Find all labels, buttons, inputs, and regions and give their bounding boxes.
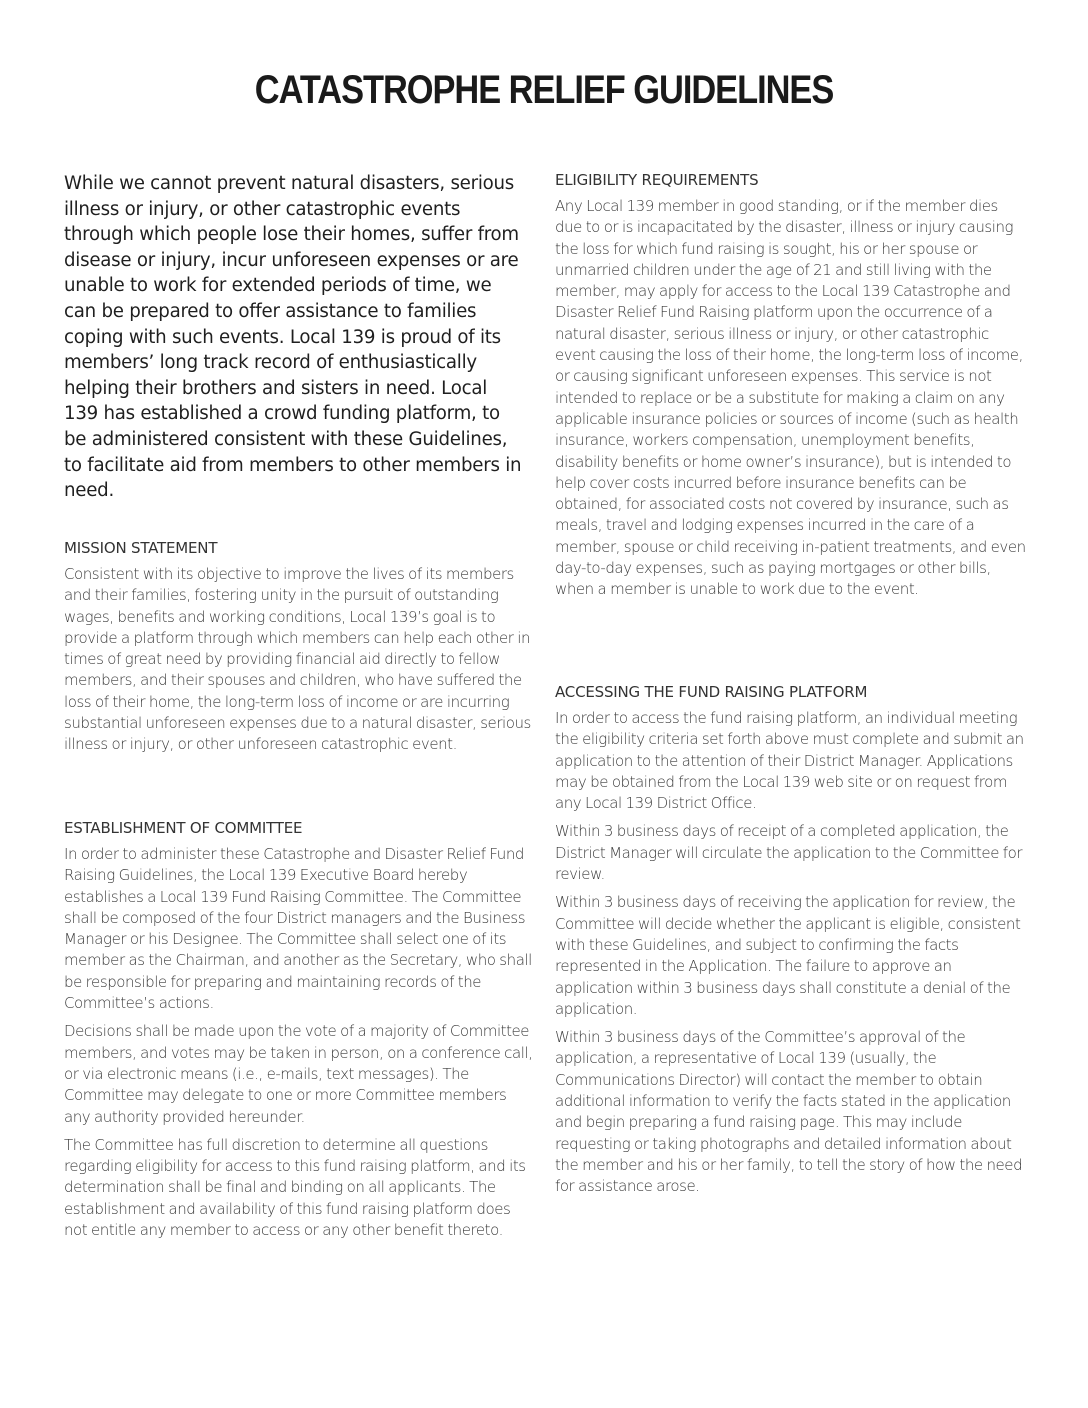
page-title: CATASTROPHE RELIEF GUIDELINES	[254, 68, 834, 112]
mission-statement-section	[64, 538, 536, 763]
section-paragraph: Within 3 business days of receipt of a completed application, the District Manager will circulate the application to the Committee for review.	[555, 822, 1023, 884]
section-paragraph: Within 3 business days of the Committee’s approval of the application, a representative of Local 139 (usually, the Communications Director) will contact the member to obtain additional information to verify the facts stated in the application and begin preparing a fund raising page. This may include requesting or taking photographs and detailed information about the member and his or her family, to tell the story of how the need for assistance arose.	[555, 1028, 1023, 1196]
accessing-platform-section	[555, 682, 1027, 1205]
section-heading: ELIGIBILITY REQUIREMENTS	[555, 171, 759, 189]
section-paragraph: In order to administer these Catastrophe and Disaster Relief Fund Raising Guidelines, the Local 139 Executive Board hereby establishes a Local 139 Fund Raising Committee. The Committee shall be composed of the four District managers and the Business Manager or his Designee. The Committee shall select one of its member as the Chairman, and another as the Secretary, who shall be responsible for preparing and maintaining records of the Committee’s actions.	[64, 845, 532, 1013]
section-paragraph: In order to access the fund raising platform, an individual meeting the eligibility criteria set forth above must complete and submit an application to the attention of their District Manager. Applications may be obtained from the Local 139 web site or on request from any Local 139 District Office.	[555, 709, 1024, 813]
establishment-of-committee-section	[64, 818, 536, 1248]
section-paragraph: The Committee has full discretion to determine all questions regarding eligibility for access to this fund raising platform, and its determination shall be final and binding on all applicants. The establishment and availability of this fund raising platform does not entitle any member to access or any other benefit thereto.	[64, 1135, 526, 1240]
section-paragraph: Decisions shall be made upon the vote of a majority of Committee members, and votes may be taken in person, on a conference call, or via electronic means (i.e., e-mails, text messages). The Committee may delegate to one or more Committee members any authority provided hereunder.	[64, 1022, 533, 1126]
section-heading: MISSION STATEMENT	[64, 539, 218, 557]
section-heading: ESTABLISHMENT OF COMMITTEE	[64, 819, 303, 837]
eligibility-requirements-section	[555, 170, 1027, 608]
section-paragraph: Within 3 business days of receiving the application for review, the Committee will decide whether the applicant is eligible, consistent with these Guidelines, and subject to confirming the facts represented in the Application. The failure to approve an application within 3 business days shall constitute a denial of the application.	[555, 893, 1021, 1018]
section-paragraph: Consistent with its objective to improve the lives of its members and their families, fostering unity in the pursuit of outstanding wages, benefits and working conditions, Local 139’s goal is to provide a platform through which members can help each other in times of great need by providing financial aid directly to fellow members, and their spouses and children, who have suffered the loss of their home, the long-term loss of income or are incurring substantial unforeseen expenses due to a natural disaster, serious illness or injury, or other unforeseen catastrophic event.	[64, 565, 531, 754]
section-heading: ACCESSING THE FUND RAISING PLATFORM	[555, 683, 868, 701]
section-paragraph: Any Local 139 member in good standing, or if the member dies due to or is incapacitated by the disaster, illness or injury causing the loss for which fund raising is sought, his or her spouse or unmarried children under the age of 21 and still living with the member, may apply for access to the Local 139 Catastrophe and Disaster Relief Fund Raising platform upon the occurrence of a natural disaster, serious illness or injury, or other catastrophic event causing the loss of their home, the long-term loss of income, or causing significant unforeseen expenses. This service is not intended to replace or be a substitute for making a claim on any applicable insurance policies or sources of income (such as health insurance, workers compensation, unemployment benefits, disability benefits or home owner’s insurance), but is intended to help cover costs incurred before insurance benefits can be obtained, for associated costs not covered by insurance, such as meals, travel and lodging expenses incurred in the care of a member, spouse or child receiving in-patient treatments, and even day-to-day expenses, such as paying mortgages or other bills, when a member is unable to work due to the event.	[555, 197, 1026, 599]
intro-paragraph: While we cannot prevent natural disasters, serious illness or injury, or other catastrophic events through which people lose their homes, suffer from disease or injury, incur unforeseen expenses or are unable to work for extended periods of time, we can be prepared to offer assistance to families coping with such events. Local 139 is proud of its members’ long track record of enthusiastically helping their brothers and sisters in need. Local 139 has established a crowd funding platform, to be administered consistent with these Guidelines, to facilitate aid from members to other members in need.	[64, 173, 522, 502]
